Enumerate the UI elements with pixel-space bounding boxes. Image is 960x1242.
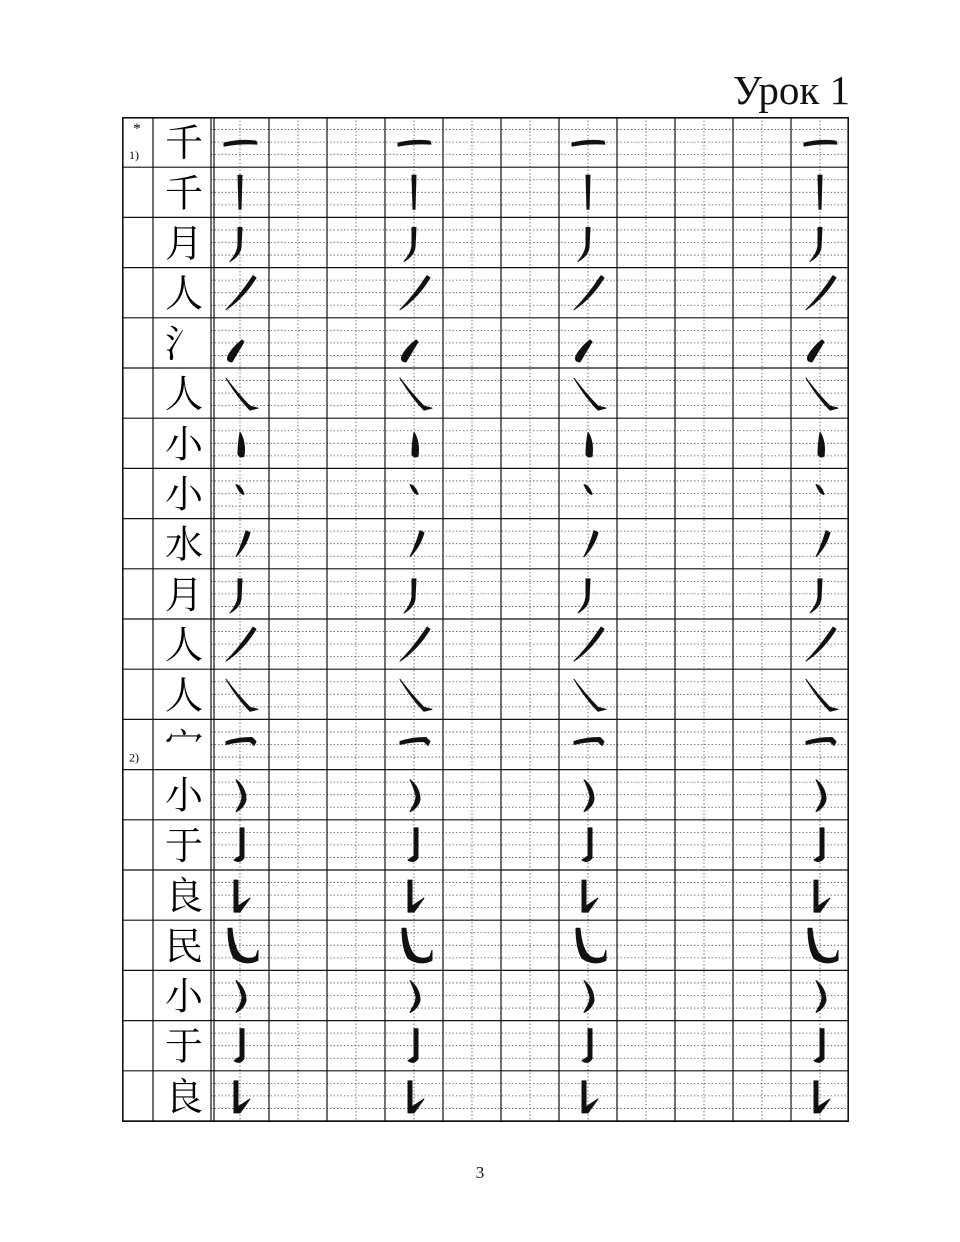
stroke-path	[412, 175, 416, 209]
practice-cell[interactable]	[676, 319, 732, 367]
practice-cell[interactable]	[734, 269, 790, 317]
writing-practice-grid	[122, 117, 849, 1122]
practice-cell[interactable]	[792, 971, 848, 1019]
practice-cell[interactable]	[444, 168, 500, 216]
practice-cell[interactable]	[502, 670, 558, 718]
practice-cell[interactable]	[386, 971, 442, 1019]
practice-cell[interactable]	[734, 118, 790, 166]
practice-cell[interactable]	[270, 1022, 326, 1070]
practice-cell[interactable]	[386, 520, 442, 568]
practice-cell[interactable]	[328, 620, 384, 668]
practice-cell[interactable]	[618, 1022, 674, 1070]
practice-cell[interactable]	[328, 168, 384, 216]
practice-cell[interactable]	[560, 720, 616, 768]
practice-cell[interactable]	[386, 771, 442, 819]
model-character: 宀	[164, 723, 204, 768]
practice-cell[interactable]	[560, 670, 616, 718]
practice-cell[interactable]	[502, 620, 558, 668]
practice-cell[interactable]	[212, 469, 268, 517]
practice-cell[interactable]	[328, 369, 384, 417]
practice-cell[interactable]	[734, 921, 790, 969]
practice-cell[interactable]	[560, 771, 616, 819]
model-character: 人	[164, 673, 204, 718]
practice-cell[interactable]	[734, 520, 790, 568]
practice-cell[interactable]	[444, 620, 500, 668]
practice-cell[interactable]	[502, 520, 558, 568]
practice-cell[interactable]	[618, 218, 674, 266]
practice-cell[interactable]	[618, 821, 674, 869]
practice-cell[interactable]	[502, 118, 558, 166]
stroke-model	[412, 175, 416, 209]
model-character: 月	[164, 221, 204, 266]
practice-cell[interactable]	[444, 118, 500, 166]
practice-cell[interactable]	[734, 821, 790, 869]
practice-cell[interactable]	[502, 821, 558, 869]
practice-cell[interactable]	[444, 269, 500, 317]
practice-cell[interactable]	[792, 469, 848, 517]
practice-cell[interactable]	[328, 871, 384, 919]
practice-cell[interactable]	[676, 670, 732, 718]
practice-cell[interactable]	[734, 670, 790, 718]
practice-cell[interactable]	[270, 821, 326, 869]
practice-cell[interactable]	[212, 520, 268, 568]
practice-cell[interactable]	[270, 319, 326, 367]
practice-cell[interactable]	[270, 218, 326, 266]
practice-cell[interactable]	[270, 620, 326, 668]
practice-cell[interactable]	[676, 821, 732, 869]
practice-cell[interactable]	[560, 269, 616, 317]
practice-cell[interactable]	[618, 118, 674, 166]
practice-cell[interactable]	[270, 269, 326, 317]
practice-cell[interactable]	[676, 620, 732, 668]
practice-cell[interactable]	[502, 319, 558, 367]
practice-cell[interactable]	[734, 168, 790, 216]
model-character: 良	[164, 1074, 204, 1119]
model-character: 小	[164, 422, 204, 467]
practice-cell[interactable]	[328, 218, 384, 266]
practice-cell[interactable]	[502, 419, 558, 467]
practice-cell[interactable]	[734, 1022, 790, 1070]
practice-cell[interactable]	[560, 469, 616, 517]
practice-cell[interactable]	[328, 971, 384, 1019]
practice-cell[interactable]	[618, 1072, 674, 1120]
lesson-title: Урок 1	[732, 67, 850, 113]
model-character: 于	[164, 823, 204, 868]
practice-cell[interactable]	[328, 771, 384, 819]
practice-cell[interactable]	[328, 1072, 384, 1120]
practice-cell[interactable]	[212, 720, 268, 768]
practice-cell[interactable]	[444, 1072, 500, 1120]
practice-cell[interactable]	[444, 570, 500, 618]
model-character: 小	[164, 472, 204, 517]
practice-cell[interactable]	[502, 971, 558, 1019]
practice-cell[interactable]	[328, 419, 384, 467]
practice-cell[interactable]	[444, 871, 500, 919]
stroke-path	[818, 175, 822, 209]
practice-cell[interactable]	[270, 168, 326, 216]
practice-cell[interactable]	[444, 369, 500, 417]
practice-cell[interactable]	[734, 720, 790, 768]
practice-cell[interactable]	[676, 871, 732, 919]
practice-cell[interactable]	[560, 520, 616, 568]
practice-cell[interactable]	[502, 570, 558, 618]
practice-cell[interactable]	[444, 971, 500, 1019]
stroke-path	[238, 175, 242, 209]
practice-cell[interactable]	[212, 771, 268, 819]
model-character: 于	[164, 1024, 204, 1069]
practice-cell[interactable]	[270, 771, 326, 819]
model-character: 月	[164, 572, 204, 617]
practice-cell[interactable]	[328, 921, 384, 969]
practice-cell[interactable]	[328, 319, 384, 367]
practice-cell[interactable]	[676, 118, 732, 166]
practice-cell[interactable]	[676, 369, 732, 417]
practice-cell[interactable]	[386, 269, 442, 317]
practice-cell[interactable]	[734, 871, 790, 919]
practice-cell[interactable]	[502, 269, 558, 317]
practice-cell[interactable]	[502, 369, 558, 417]
practice-cell[interactable]	[792, 670, 848, 718]
practice-cell[interactable]	[676, 771, 732, 819]
practice-cell[interactable]	[676, 921, 732, 969]
practice-cell[interactable]	[560, 971, 616, 1019]
model-character: 小	[164, 773, 204, 818]
practice-cell[interactable]	[270, 419, 326, 467]
practice-cell[interactable]	[676, 419, 732, 467]
model-character: 氵	[164, 321, 204, 366]
model-character: 小	[164, 974, 204, 1019]
stroke-path	[586, 175, 590, 209]
practice-cell[interactable]	[676, 469, 732, 517]
practice-cell[interactable]	[502, 871, 558, 919]
practice-cell[interactable]	[270, 369, 326, 417]
practice-cell[interactable]	[502, 921, 558, 969]
practice-cell[interactable]	[734, 218, 790, 266]
practice-cell[interactable]	[618, 570, 674, 618]
practice-cell[interactable]	[792, 771, 848, 819]
practice-cell[interactable]	[270, 971, 326, 1019]
practice-cell[interactable]	[212, 620, 268, 668]
practice-cell[interactable]	[560, 921, 616, 969]
practice-cell[interactable]	[328, 520, 384, 568]
practice-cell[interactable]	[676, 570, 732, 618]
practice-cell[interactable]	[386, 670, 442, 718]
practice-cell[interactable]	[502, 1072, 558, 1120]
practice-cell[interactable]	[734, 469, 790, 517]
practice-cell[interactable]	[270, 670, 326, 718]
practice-cell[interactable]	[676, 1022, 732, 1070]
practice-cell[interactable]	[618, 971, 674, 1019]
practice-cell[interactable]	[502, 771, 558, 819]
page-number: 3	[475, 1163, 485, 1182]
practice-cell[interactable]	[328, 1022, 384, 1070]
practice-cell[interactable]	[270, 1072, 326, 1120]
practice-cell[interactable]	[502, 168, 558, 216]
practice-cell[interactable]	[444, 720, 500, 768]
practice-cell[interactable]	[212, 269, 268, 317]
model-character: 千	[164, 121, 204, 166]
practice-cell[interactable]	[270, 871, 326, 919]
practice-cell[interactable]	[676, 520, 732, 568]
practice-cell[interactable]	[618, 670, 674, 718]
practice-cell[interactable]	[444, 771, 500, 819]
model-character: 千	[164, 171, 204, 216]
practice-cell[interactable]	[618, 319, 674, 367]
practice-cell[interactable]	[560, 620, 616, 668]
practice-cell[interactable]	[212, 670, 268, 718]
practice-cell[interactable]	[734, 570, 790, 618]
practice-cell[interactable]	[734, 771, 790, 819]
practice-cell[interactable]	[676, 269, 732, 317]
practice-cell[interactable]	[444, 419, 500, 467]
practice-cell[interactable]	[328, 269, 384, 317]
practice-cell[interactable]	[676, 720, 732, 768]
practice-cell[interactable]	[792, 520, 848, 568]
practice-cell[interactable]	[444, 319, 500, 367]
practice-cell[interactable]	[792, 269, 848, 317]
practice-cell[interactable]	[676, 218, 732, 266]
practice-cell[interactable]	[792, 369, 848, 417]
practice-cell[interactable]	[734, 1072, 790, 1120]
practice-cell[interactable]	[502, 1022, 558, 1070]
practice-cell[interactable]	[328, 670, 384, 718]
practice-cell[interactable]	[212, 971, 268, 1019]
practice-cell[interactable]	[792, 720, 848, 768]
practice-cell[interactable]	[676, 971, 732, 1019]
practice-cell[interactable]	[444, 670, 500, 718]
model-character: 人	[164, 623, 204, 668]
stroke-model	[818, 175, 822, 209]
section-label: 2)	[129, 750, 139, 765]
practice-cell[interactable]	[444, 921, 500, 969]
practice-cell[interactable]	[328, 821, 384, 869]
practice-cell[interactable]	[212, 369, 268, 417]
practice-cell[interactable]	[618, 369, 674, 417]
practice-cell[interactable]	[328, 469, 384, 517]
practice-cell[interactable]	[734, 620, 790, 668]
practice-cell[interactable]	[444, 821, 500, 869]
section-label: 1)	[129, 148, 139, 162]
practice-cell[interactable]	[270, 118, 326, 166]
practice-cell[interactable]	[328, 118, 384, 166]
model-character: 民	[164, 924, 204, 969]
model-character: 人	[164, 372, 204, 417]
practice-cell[interactable]	[502, 218, 558, 266]
practice-cell[interactable]	[386, 620, 442, 668]
stroke-model	[238, 175, 242, 209]
practice-cell[interactable]	[734, 419, 790, 467]
practice-cell[interactable]	[386, 921, 442, 969]
practice-cell[interactable]	[560, 369, 616, 417]
model-character: 人	[164, 271, 204, 316]
practice-cell[interactable]	[502, 469, 558, 517]
practice-cell[interactable]	[444, 469, 500, 517]
practice-cell[interactable]	[618, 871, 674, 919]
practice-cell[interactable]	[270, 469, 326, 517]
practice-cell[interactable]	[792, 921, 848, 969]
practice-cell[interactable]	[676, 168, 732, 216]
cell-borders	[122, 117, 849, 1122]
practice-cell[interactable]	[270, 520, 326, 568]
practice-cell[interactable]	[618, 921, 674, 969]
stroke-model	[586, 175, 590, 209]
practice-cell[interactable]	[792, 620, 848, 668]
practice-cell[interactable]	[444, 520, 500, 568]
practice-cell[interactable]	[618, 620, 674, 668]
practice-cell[interactable]	[270, 570, 326, 618]
practice-cell[interactable]	[386, 720, 442, 768]
practice-cell[interactable]	[444, 1022, 500, 1070]
practice-cell[interactable]	[618, 269, 674, 317]
practice-cell[interactable]	[212, 921, 268, 969]
practice-cell[interactable]	[328, 720, 384, 768]
practice-cell[interactable]	[734, 369, 790, 417]
practice-cell[interactable]	[618, 469, 674, 517]
practice-cell[interactable]	[328, 570, 384, 618]
model-character: 良	[164, 874, 204, 919]
practice-cell[interactable]	[734, 319, 790, 367]
practice-cell[interactable]	[618, 520, 674, 568]
practice-cell[interactable]	[270, 720, 326, 768]
practice-cell[interactable]	[618, 168, 674, 216]
practice-cell[interactable]	[386, 469, 442, 517]
practice-cell[interactable]	[444, 218, 500, 266]
practice-cell[interactable]	[270, 921, 326, 969]
section-marker: *	[133, 121, 141, 137]
practice-cell[interactable]	[618, 720, 674, 768]
practice-cell[interactable]	[502, 720, 558, 768]
practice-cell[interactable]	[734, 971, 790, 1019]
model-character: 水	[164, 522, 204, 567]
practice-cell[interactable]	[676, 1072, 732, 1120]
practice-cell[interactable]	[618, 771, 674, 819]
practice-cell[interactable]	[618, 419, 674, 467]
practice-cell[interactable]	[386, 369, 442, 417]
